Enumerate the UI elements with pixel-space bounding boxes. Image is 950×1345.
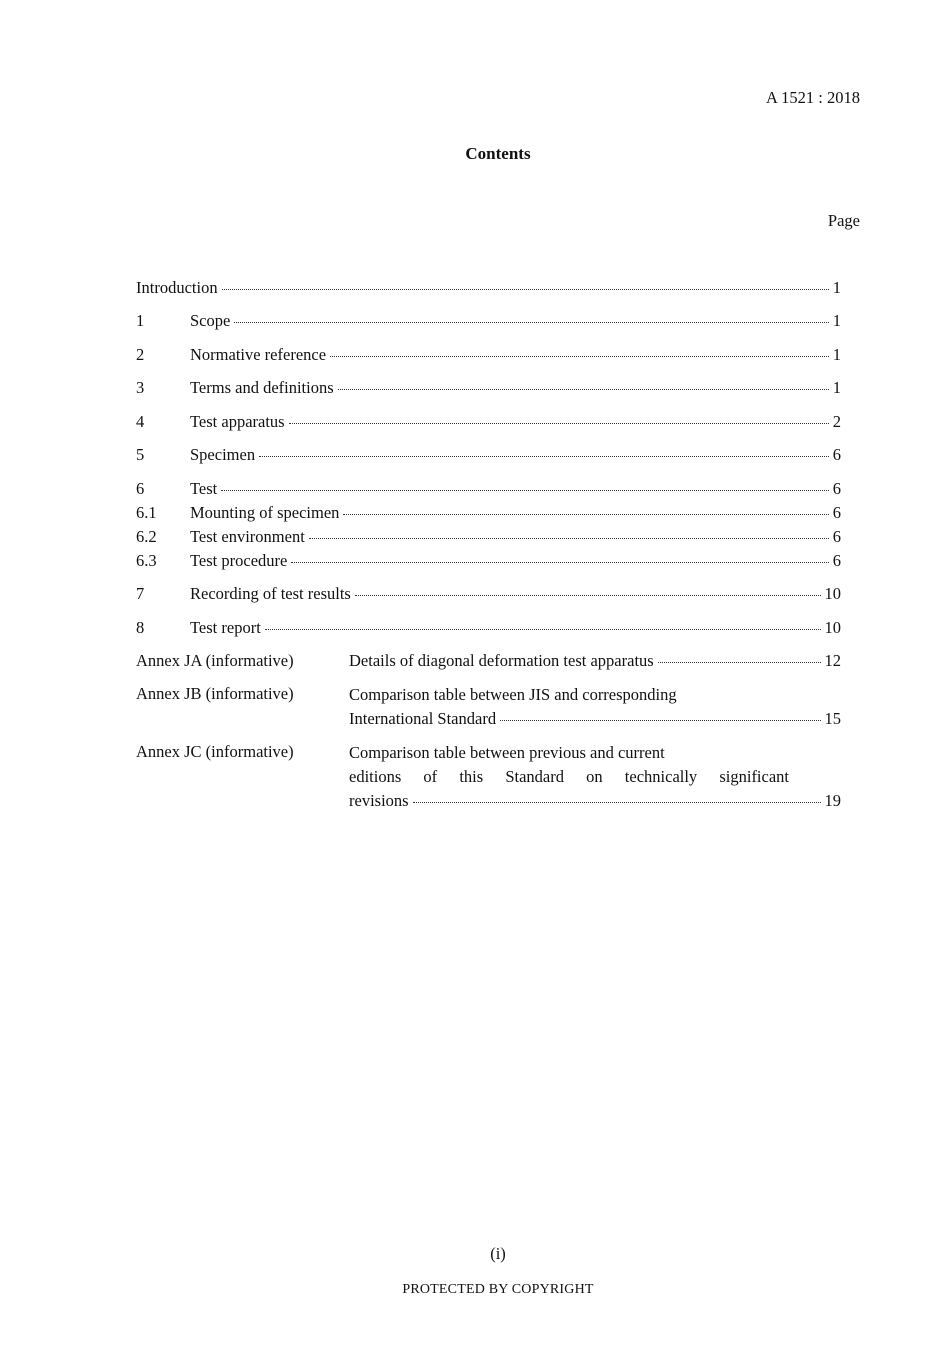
annex-label: Annex JA (informative) <box>136 651 294 670</box>
toc-entry-number: 1 <box>136 311 145 330</box>
toc-entry-test-procedure[interactable] <box>136 550 841 572</box>
toc-entry-number: 6.1 <box>136 503 157 522</box>
toc-entry-mounting-of-specimen[interactable] <box>136 502 841 524</box>
leader-dots <box>234 322 828 323</box>
toc-entry-number: 3 <box>136 378 145 397</box>
page-title: Contents <box>465 144 531 163</box>
toc-entry-specimen[interactable] <box>136 444 841 466</box>
leader-dots <box>221 490 828 491</box>
toc-entry-normative-reference[interactable] <box>136 344 841 366</box>
toc-entry-title: Recording of test results <box>190 584 351 603</box>
toc-entry-number: 8 <box>136 618 145 637</box>
toc-entry-title: Test environment <box>190 527 305 546</box>
annex-title-line: Details of diagonal deformation test apparatus <box>349 651 654 670</box>
toc-entry-number: 6.3 <box>136 551 157 570</box>
toc-entry-title: Mounting of specimen <box>190 503 340 522</box>
toc-entry-title: Normative reference <box>190 345 327 364</box>
toc-entry-page: 6 <box>832 527 841 546</box>
toc-entry-page: 6 <box>832 551 841 570</box>
leader-dots <box>500 720 820 721</box>
toc-entry-terms-and-definitions[interactable] <box>136 377 841 399</box>
annex-label: Annex JC (informative) <box>136 742 294 761</box>
toc-entry-number: 4 <box>136 412 145 431</box>
annex-label: Annex JB (informative) <box>136 684 294 703</box>
toc-entry-page: 10 <box>824 618 841 637</box>
toc-entry-page: 6 <box>832 503 841 522</box>
toc-entry-page: 10 <box>824 584 841 603</box>
toc-entry-page: 1 <box>832 345 841 364</box>
toc-entry-page: 1 <box>832 311 841 330</box>
leader-dots <box>658 662 821 663</box>
leader-dots <box>355 595 821 596</box>
annex-title-line: Comparison table between JIS and corresponding <box>349 685 677 704</box>
toc-entry-page: 1 <box>832 378 841 397</box>
toc-entry-title: Test <box>190 479 218 498</box>
annex-title-line: Comparison table between previous and current <box>349 743 665 762</box>
standard-number: A 1521 : 2018 <box>766 88 860 107</box>
leader-dots <box>343 514 828 515</box>
annex-title-line: International Standard <box>349 709 497 728</box>
toc-entry-page: 6 <box>832 479 841 498</box>
annex-page: 19 <box>824 791 841 810</box>
toc-entry-number: 6.2 <box>136 527 157 546</box>
toc-entry-test[interactable] <box>136 478 841 500</box>
leader-dots <box>222 289 829 290</box>
leader-dots <box>291 562 828 563</box>
toc-entry-number: 6 <box>136 479 145 498</box>
toc-entry-page: 6 <box>832 445 841 464</box>
footer-page-number: (i) <box>490 1244 506 1263</box>
leader-dots <box>330 356 829 357</box>
leader-dots <box>265 629 821 630</box>
annex-title-line: revisions <box>349 791 409 810</box>
toc-entry-title: Scope <box>190 311 231 330</box>
toc-entry-title: Terms and definitions <box>190 378 334 397</box>
toc-entry-number: 5 <box>136 445 145 464</box>
toc-entry-recording-of-test-results[interactable] <box>136 583 841 605</box>
leader-dots <box>289 423 829 424</box>
annex-page: 15 <box>824 709 841 728</box>
toc-entry-test-report[interactable] <box>136 617 841 639</box>
toc-entry-number: 2 <box>136 345 145 364</box>
annex-title-line: editions of this Standard on technically significant <box>349 767 789 786</box>
toc-entry-title: Introduction <box>136 278 218 297</box>
page-column-label: Page <box>827 211 860 230</box>
leader-dots <box>309 538 829 539</box>
leader-dots <box>413 802 821 803</box>
leader-dots <box>259 456 829 457</box>
toc-entry-title: Test apparatus <box>190 412 285 431</box>
toc-entry-page: 1 <box>832 278 841 297</box>
toc-entry-scope[interactable] <box>136 310 841 332</box>
copyright-notice: PROTECTED BY COPYRIGHT <box>402 1282 594 1297</box>
toc-entry-number: 7 <box>136 584 145 603</box>
toc-entry-test-environment[interactable] <box>136 526 841 548</box>
leader-dots <box>338 389 829 390</box>
toc-entry-page: 2 <box>832 412 841 431</box>
toc-entry-test-apparatus[interactable] <box>136 411 841 433</box>
annex-page: 12 <box>824 651 841 670</box>
toc-entry-introduction[interactable] <box>136 277 841 299</box>
toc-entry-title: Test report <box>190 618 261 637</box>
toc-entry-title: Specimen <box>190 445 256 464</box>
toc-entry-title: Test procedure <box>190 551 288 570</box>
